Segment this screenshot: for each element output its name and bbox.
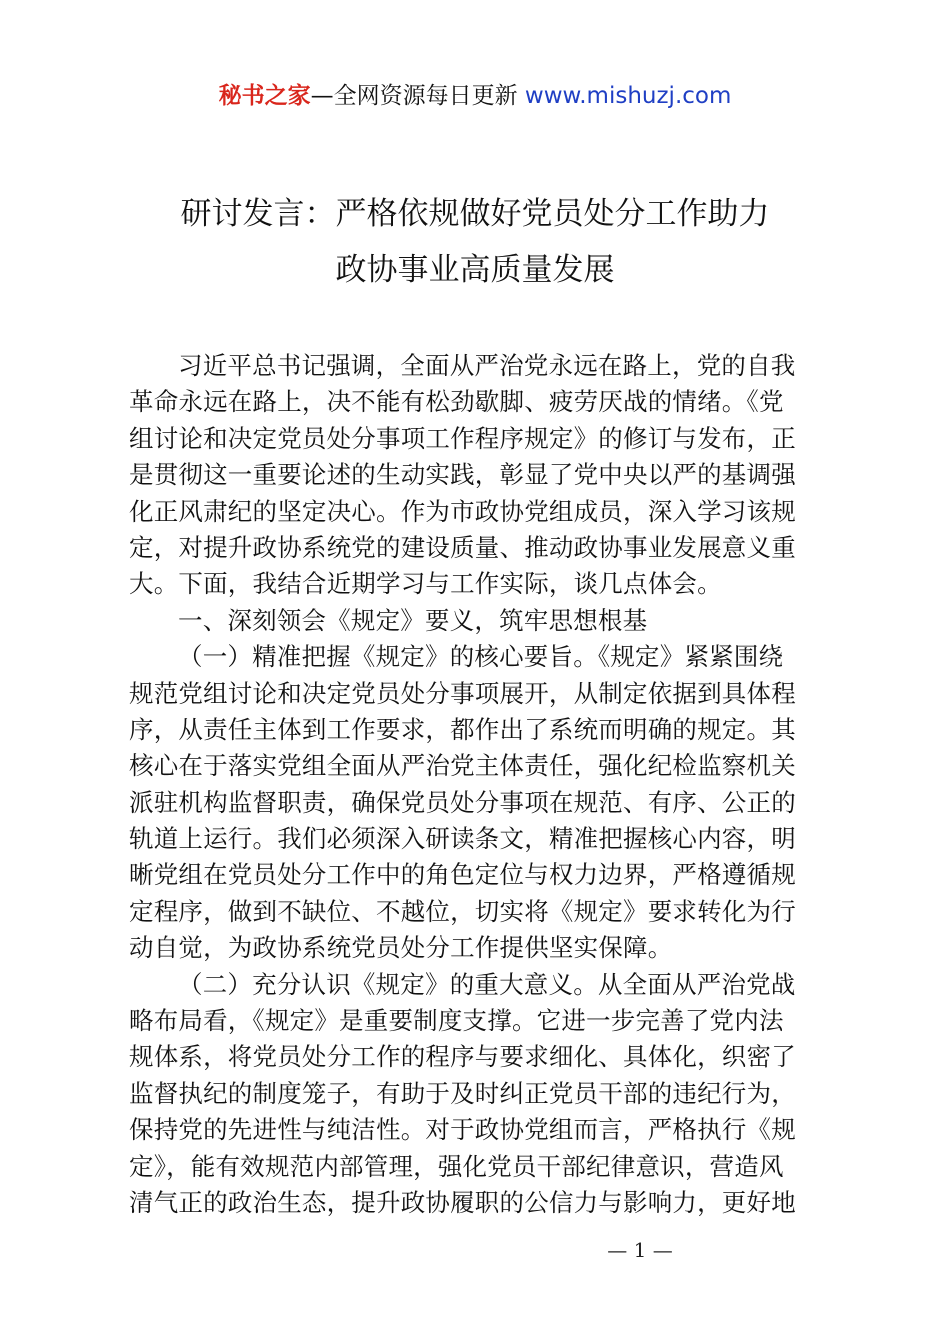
page-number: — 1 — xyxy=(607,1238,673,1262)
paragraph-line: （一）精准把握《规定》的核心要旨。《规定》紧紧围绕 xyxy=(178,642,784,672)
paragraph-line: 清气正的政治生态，提升政协履职的公信力与影响力，更好地 xyxy=(129,1187,796,1217)
paragraph-line: 略布局看，《规定》是重要制度支撑。它进一步完善了党内法 xyxy=(129,1006,784,1036)
title-line-2: 政协事业高质量发展 xyxy=(335,252,615,288)
paragraph-line: 革命永远在路上，决不能有松劲歇脚、疲劳厌战的情绪。《党 xyxy=(129,387,784,417)
section-heading: 一、深刻领会《规定》要义，筑牢思想根基 xyxy=(178,605,648,635)
paragraph-line: 定，对提升政协系统党的建设质量、推动政协事业发展意义重 xyxy=(129,532,796,562)
paragraph-line: 派驻机构监督职责，确保党员处分事项在规范、有序、公正的 xyxy=(129,787,796,817)
document-title xyxy=(100,186,850,298)
paragraph-line: 是贯彻这一重要论述的生动实践，彰显了党中央以严的基调强 xyxy=(129,460,796,490)
paragraph-line: 规范党组讨论和决定党员处分事项展开，从制定依据到具体程 xyxy=(129,678,796,708)
document-body xyxy=(129,348,831,1221)
paragraph-line: 规体系，将党员处分工作的程序与要求细化、具体化，织密了 xyxy=(129,1042,796,1072)
paragraph-line: 定》，能有效规范内部管理，强化党员干部纪律意识，营造风 xyxy=(129,1151,784,1181)
paragraph-line: （二）充分认识《规定》的重大意义。从全面从严治党战 xyxy=(178,969,796,999)
paragraph-line: 大。下面，我结合近期学习与工作实际，谈几点体会。 xyxy=(129,569,722,599)
paragraph-line: 化正风肃纪的坚定决心。作为市政协党组成员，深入学习该规 xyxy=(129,496,796,526)
paragraph-line: 核心在于落实党组全面从严治党主体责任，强化纪检监察机关 xyxy=(129,751,796,781)
page-footer xyxy=(0,1236,950,1264)
brand-name: 秘书之家 xyxy=(218,83,311,109)
paragraph-line: 定程序，做到不缺位、不越位，切实将《规定》要求转化为行 xyxy=(129,896,796,926)
paragraph-line: 轨道上运行。我们必须深入研读条文，精准把握核心内容，明 xyxy=(129,824,796,854)
paragraph-line: 监督执纪的制度笼子，有助于及时纠正党员干部的违纪行为， xyxy=(129,1078,796,1108)
paragraph-line: 序，从责任主体到工作要求，都作出了系统而明确的规定。其 xyxy=(129,714,796,744)
banner-tagline: —全网资源每日更新 xyxy=(310,83,525,109)
paragraph-line: 习近平总书记强调，全面从严治党永远在路上，党的自我 xyxy=(178,351,796,380)
paragraph-line: 组讨论和决定党员处分事项工作程序规定》的修订与发布，正 xyxy=(129,423,796,453)
paragraph-line: 保持党的先进性与纯洁性。对于政协党组而言，严格执行《规 xyxy=(129,1115,796,1145)
site-banner xyxy=(0,80,950,112)
paragraph-line: 晰党组在党员处分工作中的角色定位与权力边界，严格遵循规 xyxy=(129,860,796,890)
title-line-1: 研讨发言：严格依规做好党员处分工作助力 xyxy=(180,196,770,232)
site-url-link[interactable]: www.mishuzj.com xyxy=(524,83,732,109)
paragraph-line: 动自觉，为政协系统党员处分工作提供坚实保障。 xyxy=(129,933,673,963)
